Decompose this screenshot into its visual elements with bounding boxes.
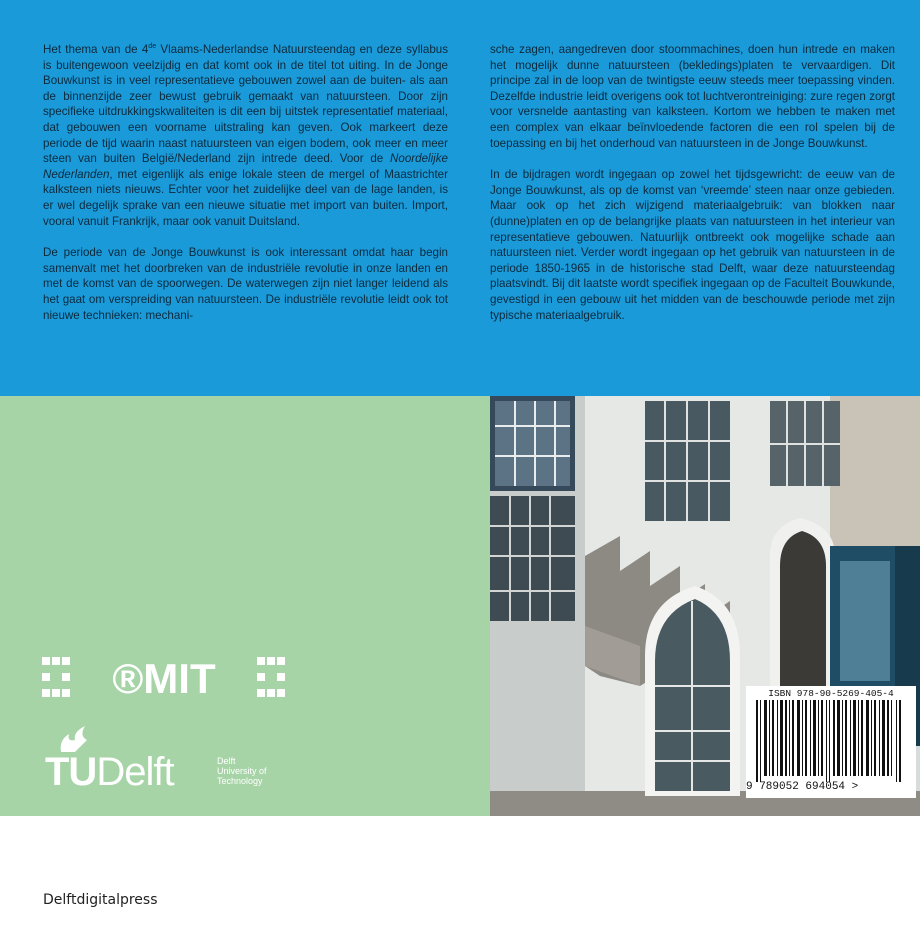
blue-text-panel: [0, 0, 920, 396]
omit-logo: [42, 657, 287, 697]
publisher-name: Delftdigitalpress: [43, 892, 158, 908]
isbn-barcode: [746, 686, 916, 798]
omit-wordmark: ®MIT: [112, 657, 216, 697]
right-paragraph-1: sche zagen, aangedreven door stoommachines, doen hun intrede en maken het mogelijk dunne natuursteen (bekledings)platen te vervaardigen. Dit principe zal in de loop van de twintigste eeuw steeds meer toepassing vinden. Dezelfde industrie leidt overigens ook tot luchtverontreiniging: zure regen zorgt voor versnelde aantasting van kalksteen. Kortom we hebben te maken met een complex van elkaar beïnvloedende factoren die een rol spelen bij de toepassing en bij het onderhoud van natuursteen in de Jonge Bouwkunst.: [490, 43, 895, 150]
left-paragraph-2: De periode van de Jonge Bouwkunst is ook interessant omdat haar begin samenvalt met het doorbreken van de industriële revolutie in onze landen en met de komst van de spoorwegen. De waterwegen zijn niet langer leidend als het gaat om verspreiding van natuursteen. De industriële revolutie leidt ook tot nieuwe technieken: mechani-: [43, 246, 448, 322]
tu-delft-wordmark: [45, 752, 174, 792]
isbn-number: ISBN 978-90-5269-405-4: [768, 688, 894, 699]
delft-letters: Delft: [96, 750, 174, 794]
paragraph-text: , met eigenlijk als enige lokale steen de mergel of Maastrichter kalksteen niets nieuws. Echter voor het zuidelijke deel van de lage landen, is er wel degelijk sprake van een nieuwe situatie met import van buiten. Import, vooral vanuit Frankrijk, maar ook vanuit Duitsland.: [43, 167, 448, 228]
paragraph-text: Vlaams-Nederlandse Natuursteendag en deze syllabus is buitengewoon veelzijdig en dat komt ook in de titel tot uiting. In de Jonge Bouwkunst is in veel representatieve gebouwen zowel aan de buiten- als aan de binnenzijde zeer bewust gebruik gemaakt van natuursteen. Door zijn specifieke uitdrukkingskwaliteiten is dit een bij uitstek representatief materiaal, dat gebouwen een voorname uitstraling kan geven. Ook markeert deze periode de tijd waarin naast natuursteen van eigen bodem, ook meer en meer steen van buiten België/Nederland zijn intrede deed. Voor de: [43, 43, 449, 166]
right-paragraph-2: In de bijdragen wordt ingegaan op zowel het tijdsgewricht: de eeuw van de Jonge Bouwkunst, als op de komst van ‘vreemde’ steen naar onze gebieden. Maar ook op het zich wijzigend materiaalgebruik: van blokken naar (dunne)platen en op de belangrijke plaats van natuursteen in het interieur van representatieve gebouwen. Natuurlijk ontbreekt ook mogelijke schade aan natuursteen niet. Verder wordt ingegaan op het gebruik van natuursteen in de periode 1850-1965 in de historische stad Delft, waar deze natuursteendag plaatsvindt. Bij dit laatste wordt specifiek ingegaan op de Faculteit Bouwkunde, gevestigd in een gebouw uit het midden van de beschouwde periode met zijn typische materiaalgebruik.: [490, 168, 895, 322]
tu-delft-logo: [45, 724, 305, 794]
subtitle-line: Delft: [217, 756, 236, 766]
left-text-column: [43, 42, 448, 339]
paragraph-text: Het thema van de 4: [43, 43, 149, 56]
barcode-bars: [756, 700, 906, 782]
right-text-column: [490, 42, 895, 339]
ordinal-superscript: de: [148, 43, 157, 51]
subtitle-line: Technology: [217, 776, 263, 786]
barcode-digits: 9 789052 694054 >: [746, 781, 859, 793]
left-paragraph-1: [43, 42, 448, 229]
subtitle-line: University of: [217, 766, 267, 776]
tu-letters: TU: [45, 750, 97, 794]
tu-delft-subtitle: [217, 756, 267, 786]
emphasis-text: Noordelijke Nederlanden: [43, 152, 448, 181]
